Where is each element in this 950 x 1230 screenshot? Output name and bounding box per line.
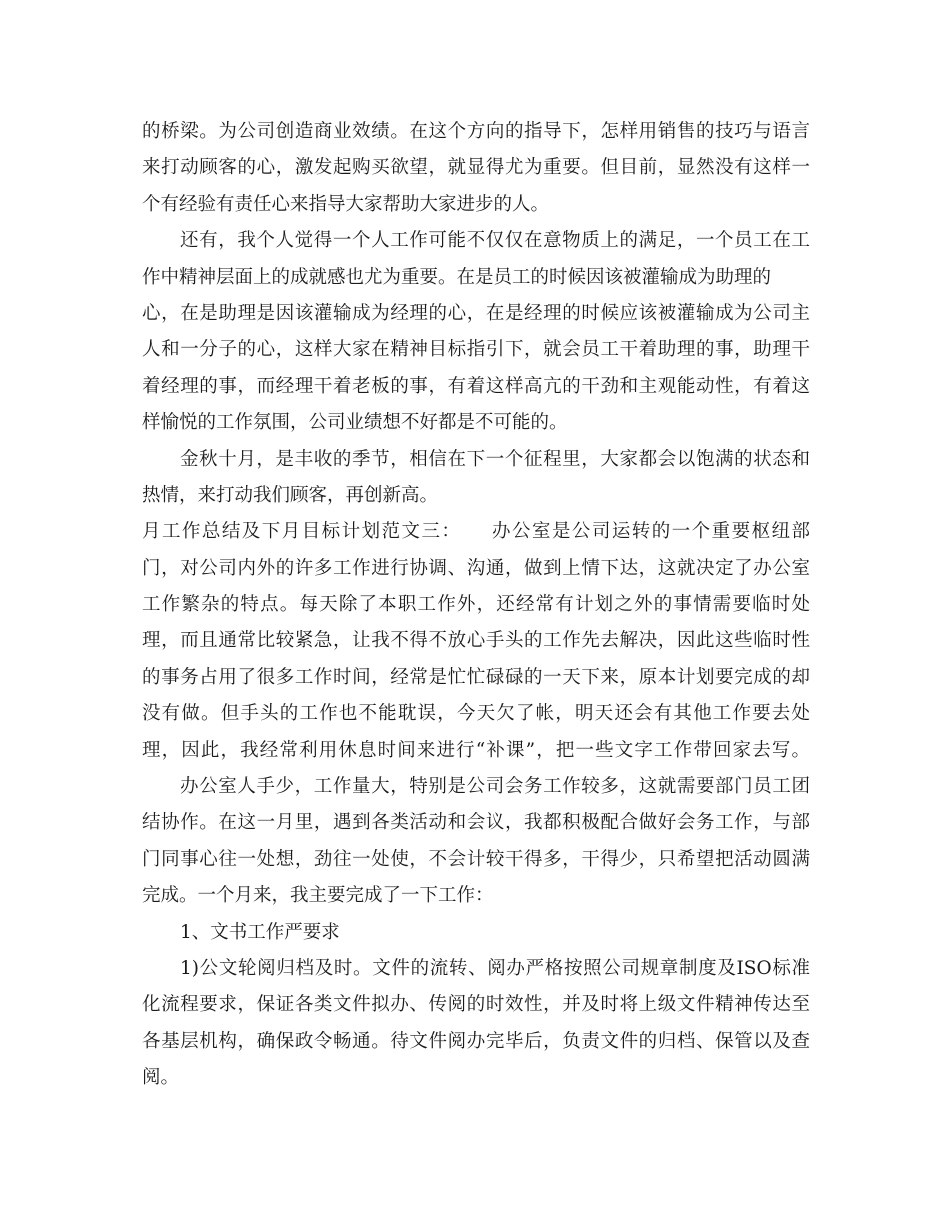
text-line-2: 来打动顾客的心，激发起购买欲望，就显得尤为重要。但目前，显然没有这样一: [142, 157, 810, 179]
text-line-10: 金秋十月，是丰收的季节，相信在下一个征程里，大家都会以饱满的状态和: [180, 448, 810, 470]
text-line-14: 工作繁杂的特点。每天除了本职工作外，还经常有计划之外的事情需要临时处: [142, 594, 810, 616]
text-line-7: 人和一分子的心，这样大家在精神目标指引下，就会员工干着助理的事，助理干: [142, 339, 810, 361]
text-line-1: 的桥梁。为公司创造商业效绩。在这个方向的指导下，怎样用销售的技巧与语言: [142, 121, 810, 142]
text-line-13: 门，对公司内外的许多工作进行协调、沟通，做到上情下达，这就决定了办公室: [142, 557, 810, 579]
document-body: [142, 114, 810, 1097]
text-line-8: 着经理的事，而经理干着老板的事，有着这样高亢的干劲和主观能动性，有着这: [142, 375, 810, 397]
text-line-21: 门同事心往一处想，劲往一处使，不会计较干得多，干得少，只希望把活动圆满: [142, 848, 810, 870]
text-line-24: 1)公文轮阅归档及时。文件的流转、阅办严格按照公司规章制度及ISO标准: [180, 957, 810, 979]
text-line-27: 阅。: [142, 1067, 180, 1089]
text-line-3: 个有经验有责任心来指导大家帮助大家进步的人。: [142, 193, 550, 215]
text-line-19: 办公室人手少，工作量大，特别是公司会务工作较多，这就需要部门员工团: [180, 776, 810, 798]
text-line-20: 结协作。在这一月里，遇到各类活动和会议，我都积极配合做好会务工作，与部: [142, 812, 810, 834]
text-line-9: 样愉悦的工作氛围，公司业绩想不好都是不可能的。: [142, 412, 568, 434]
text-line-11: 热情，来打动我们顾客，再创新高。: [142, 484, 439, 506]
text-line-15: 理，而且通常比较紧急，让我不得不放心手头的工作先去解决，因此这些临时性: [142, 630, 810, 652]
text-line-4: 还有，我个人觉得一个人工作可能不仅仅在意物质上的满足，一个员工在工: [180, 230, 810, 252]
text-line-25: 化流程要求，保证各类文件拟办、传阅的时效性，并及时将上级文件精神传达至: [142, 994, 810, 1016]
text-line-12: 月工作总结及下月目标计划范文三： 办公室是公司运转的一个重要枢纽部: [142, 521, 810, 543]
text-line-18: 理，因此，我经常利用休息时间来进行“补课”，把一些文字工作带回家去写。: [142, 739, 810, 761]
text-line-17: 没有做。但手头的工作也不能耽误，今天欠了帐，明天还会有其他工作要去处: [142, 703, 810, 725]
text-line-5: 作中精神层面上的成就感也尤为重要。在是员工的时候因该被灌输成为助理的: [142, 266, 772, 288]
text-line-16: 的事务占用了很多工作时间，经常是忙忙碌碌的一天下来，原本计划要完成的却: [142, 666, 810, 688]
text-line-26: 各基层机构，确保政令畅通。待文件阅办完毕后，负责文件的归档、保管以及查: [142, 1030, 810, 1052]
text-line-6: 心，在是助理是因该灌输成为经理的心，在是经理的时候应该被灌输成为公司主: [142, 302, 810, 324]
text-line-22: 完成。一个月来，我主要完成了一下工作：: [142, 885, 494, 907]
text-line-23: 1、文书工作严要求: [180, 921, 340, 943]
